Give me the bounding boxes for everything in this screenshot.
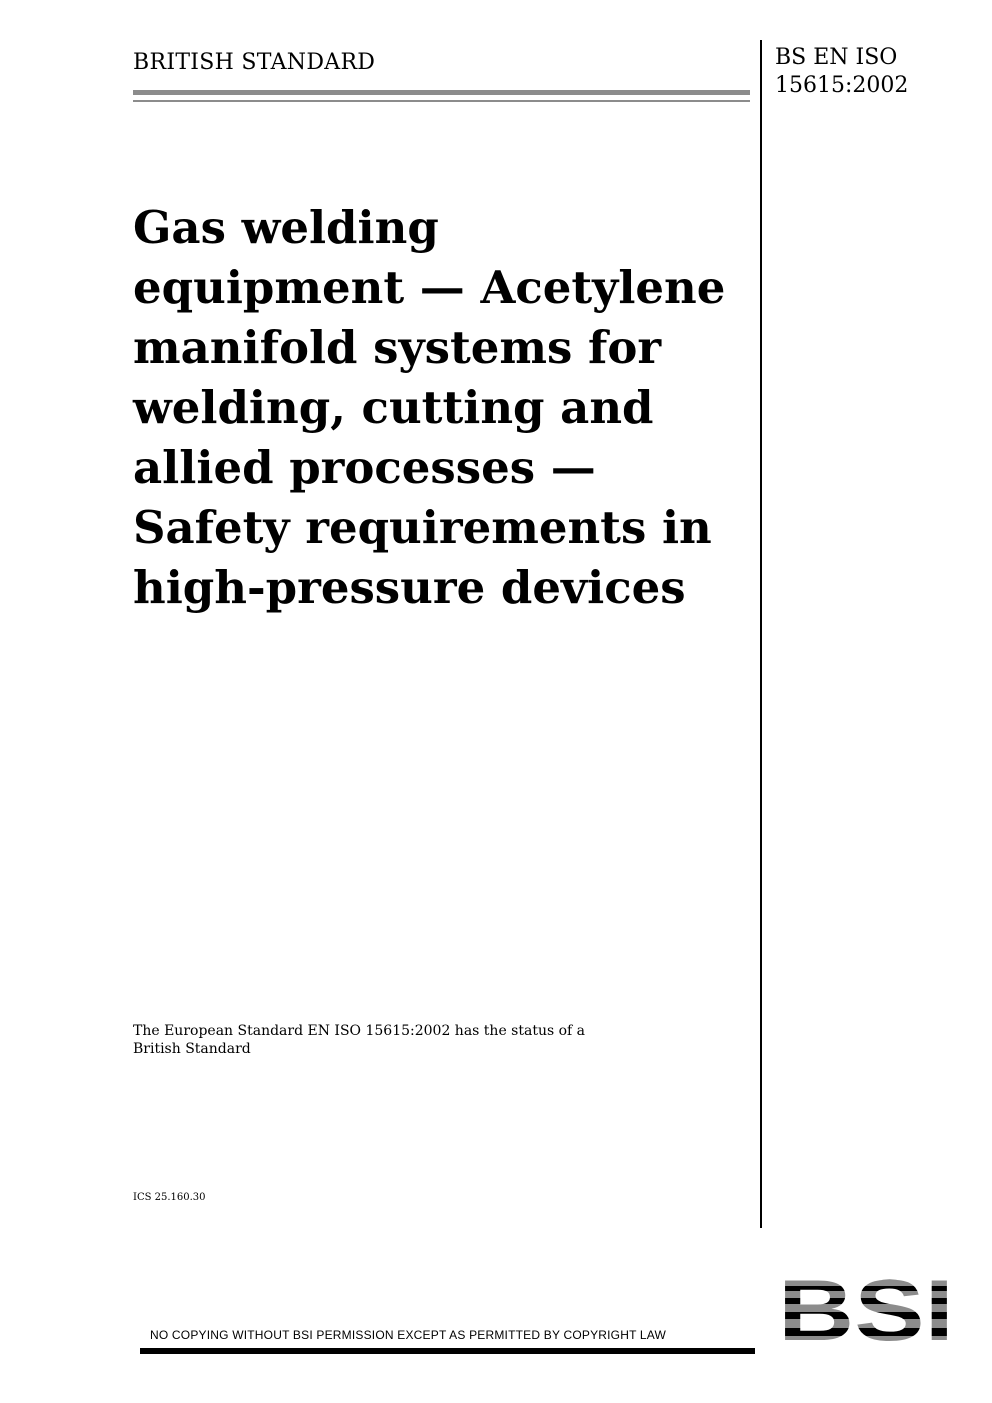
title-line-7: high-pressure devices <box>133 561 686 614</box>
status-note-line-1: The European Standard EN ISO 15615:2002 has the status of a <box>133 1023 586 1039</box>
standard-number-line-2: 15615:2002 <box>775 73 909 98</box>
copyright-notice: NO COPYING WITHOUT BSI PERMISSION EXCEPT AS PERMITTED BY COPYRIGHT LAW <box>150 1328 667 1342</box>
publisher-label: BRITISH STANDARD <box>133 50 376 75</box>
title-line-4: welding, cutting and <box>133 381 654 434</box>
document-title <box>133 198 758 618</box>
bsi-logo <box>778 1276 954 1342</box>
footer-rule <box>140 1348 755 1354</box>
header-rule-thin <box>133 100 750 102</box>
title-line-2: equipment — Acetylene <box>133 261 726 314</box>
status-note <box>133 1022 653 1058</box>
title-line-3: manifold systems for <box>133 321 662 374</box>
ics-code: ICS 25.160.30 <box>133 1192 206 1203</box>
status-note-line-2: British Standard <box>133 1041 251 1057</box>
standard-number-line-1: BS EN ISO <box>775 45 898 70</box>
title-line-1: Gas welding <box>133 201 439 254</box>
header-rule-thick <box>133 90 750 95</box>
vertical-divider <box>760 40 762 1228</box>
title-line-6: Safety requirements in <box>133 501 712 554</box>
title-line-5: allied processes — <box>133 441 596 494</box>
standard-number <box>775 44 908 100</box>
